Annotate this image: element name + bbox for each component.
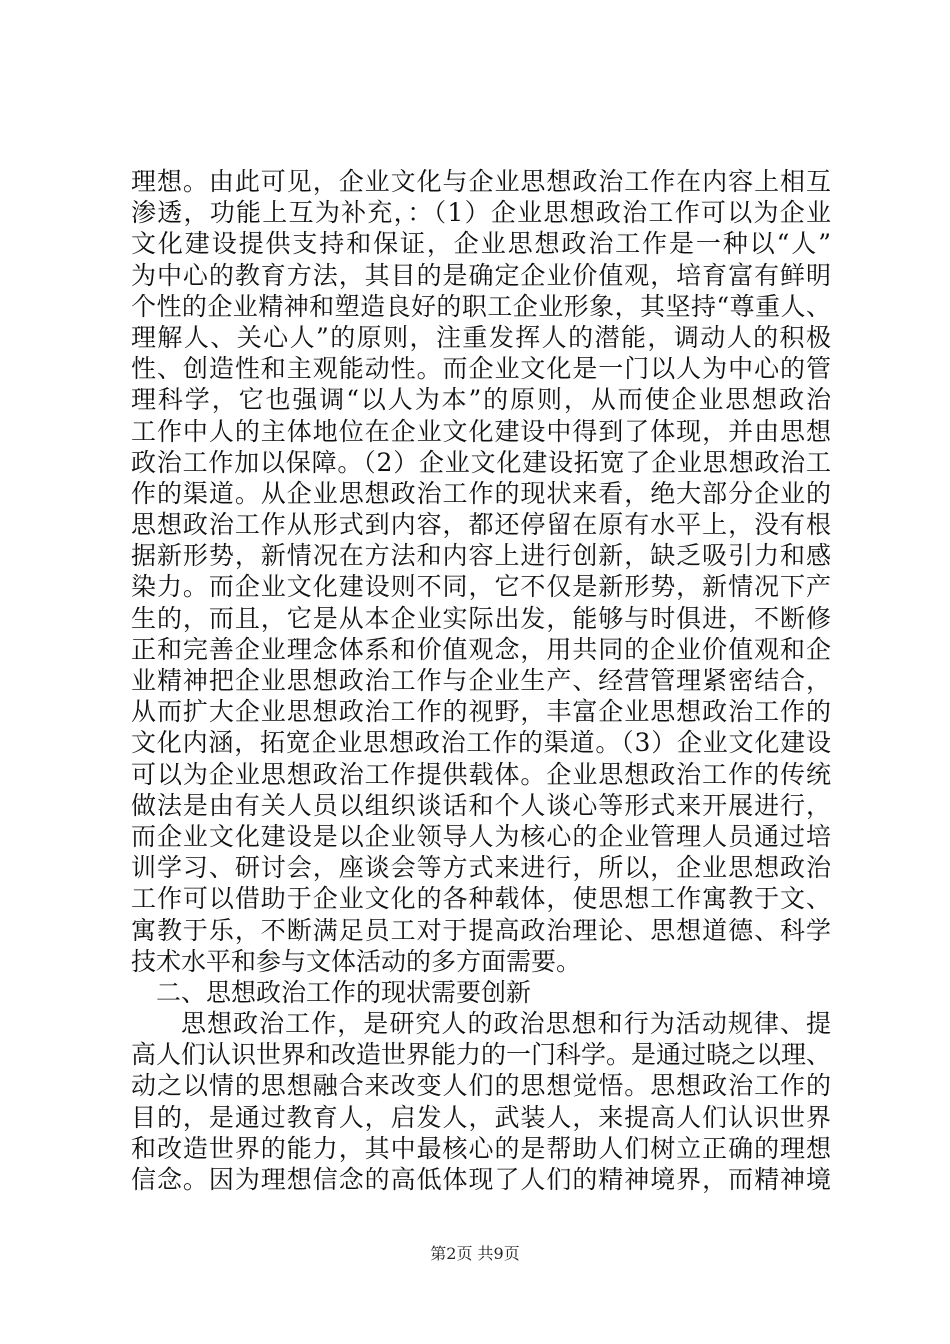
text-line: 文化建设提供支持和保证，企业思想政治工作是一种以“人” bbox=[131, 229, 831, 259]
text-line: 可以为企业思想政治工作提供载体。企业思想政治工作的传统 bbox=[131, 759, 831, 789]
text-line: 正和完善企业理念体系和价值观念，用共同的企业价值观和企 bbox=[131, 634, 831, 664]
text-line: 训学习、研讨会，座谈会等方式来进行，所以，企业思想政治 bbox=[131, 853, 831, 883]
text-line: 业精神把企业思想政治工作与企业生产、经营管理紧密结合， bbox=[131, 666, 831, 695]
text-line: 动之以情的思想融合来改变人们的思想觉悟。思想政治工作的 bbox=[131, 1071, 831, 1101]
text-line: 工作可以借助于企业文化的各种载体，使思想工作寓教于文、 bbox=[131, 884, 831, 914]
text-line: 性、创造性和主观能动性。而企业文化是一门以人为中心的管 bbox=[131, 354, 831, 384]
text-line: 染力。而企业文化建设则不同，它不仅是新形势，新情况下产 bbox=[131, 572, 831, 602]
page-number-footer: 第2页 共9页 bbox=[430, 1244, 520, 1263]
text-line: 高人们认识世界和改造世界能力的一门科学。是通过晓之以理、 bbox=[131, 1040, 832, 1070]
text-line: 思想政治工作，是研究人的政治思想和行为活动规律、提 bbox=[181, 1009, 831, 1039]
text-line: 理解人、关心人”的原则，注重发挥人的潜能，调动人的积极 bbox=[131, 322, 831, 352]
text-line: 政治工作加以保障。（2）企业文化建设拓宽了企业思想政治工 bbox=[131, 447, 831, 477]
text-line: 为中心的教育方法，其目的是确定企业价值观，培育富有鲜明 bbox=[131, 260, 831, 290]
text-line: 个性的企业精神和塑造良好的职工企业形象，其坚持“尊重人、 bbox=[131, 291, 831, 321]
text-line: 从而扩大企业思想政治工作的视野，丰富企业思想政治工作的 bbox=[131, 697, 831, 727]
text-line: 作的渠道。从企业思想政治工作的现状来看，绝大部分企业的 bbox=[131, 478, 831, 508]
text-line: 理科学，它也强调“以人为本”的原则，从而使企业思想政治 bbox=[131, 385, 831, 415]
section-heading: 二、思想政治工作的现状需要创新 bbox=[156, 977, 532, 1007]
text-line: 目的，是通过教育人，启发人，武装人，来提高人们认识世界 bbox=[131, 1102, 831, 1132]
text-line: 渗透，功能上互为补充，：（1）企业思想政治工作可以为企业 bbox=[131, 198, 831, 228]
text-line: 文化内涵，拓宽企业思想政治工作的渠道。（3）企业文化建设 bbox=[131, 728, 831, 758]
text-line: 生的，而且，它是从本企业实际出发，能够与时俱进，不断修 bbox=[131, 603, 831, 633]
text-line: 工作中人的主体地位在企业文化建设中得到了体现，并由思想 bbox=[131, 416, 831, 446]
text-line: 思想政治工作从形式到内容，都还停留在原有水平上，没有根 bbox=[131, 510, 831, 540]
text-line: 技术水平和参与文体活动的多方面需要。 bbox=[131, 946, 582, 976]
body-text bbox=[131, 166, 831, 1195]
text-line: 做法是由有关人员以组织谈话和个人谈心等形式来开展进行， bbox=[131, 790, 831, 820]
text-line: 据新形势，新情况在方法和内容上进行创新，缺乏吸引力和感 bbox=[131, 541, 831, 571]
text-line: 而企业文化建设是以企业领导人为核心的企业管理人员通过培 bbox=[131, 821, 831, 851]
text-line: 寓教于乐，不断满足员工对于提高政治理论、思想道德、科学 bbox=[131, 915, 831, 945]
text-line: 信念。因为理想信念的高低体现了人们的精神境界，而精神境 bbox=[131, 1165, 831, 1194]
text-line: 和改造世界的能力，其中最核心的是帮助人们树立正确的理想 bbox=[131, 1133, 831, 1163]
text-line: 理想。由此可见，企业文化与企业思想政治工作在内容上相互 bbox=[131, 167, 831, 196]
